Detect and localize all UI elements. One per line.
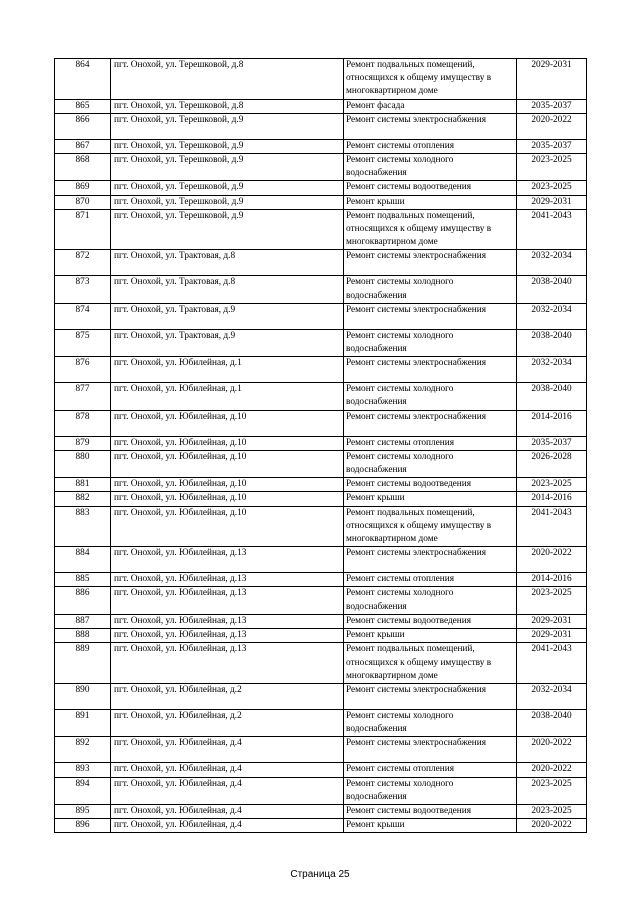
address-cell: пгт. Онохой, ул. Терешковой, д.9 — [111, 195, 344, 209]
work-type-cell: Ремонт системы водоотведения — [344, 478, 517, 492]
work-type-cell: Ремонт подвальных помещений, относящихся к общему имуществу в многоквартирном доме — [344, 643, 517, 684]
work-type-cell: Ремонт системы отопления — [344, 139, 517, 153]
address-cell: пгт. Онохой, ул. Терешковой, д.8 — [111, 59, 344, 100]
work-type-cell: Ремонт крыши — [344, 629, 517, 643]
years-cell: 2041-2043 — [517, 209, 587, 250]
address-cell: пгт. Онохой, ул. Юбилейная, д.10 — [111, 506, 344, 547]
table-row — [55, 804, 587, 818]
row-number-cell: 873 — [55, 276, 111, 303]
work-type-cell: Ремонт системы водоотведения — [344, 804, 517, 818]
row-number-cell: 883 — [55, 506, 111, 547]
table-row — [55, 303, 587, 329]
table-row — [55, 629, 587, 643]
work-type-cell: Ремонт системы холодного водоснабжения — [344, 276, 517, 303]
row-number-cell: 879 — [55, 436, 111, 450]
work-type-cell: Ремонт подвальных помещений, относящихся к общему имуществу в многоквартирном доме — [344, 59, 517, 100]
address-cell: пгт. Онохой, ул. Юбилейная, д.13 — [111, 587, 344, 614]
address-cell: пгт. Онохой, ул. Юбилейная, д.1 — [111, 383, 344, 410]
table-row — [55, 492, 587, 506]
work-type-cell: Ремонт системы электроснабжения — [344, 547, 517, 573]
row-number-cell: 866 — [55, 113, 111, 139]
work-type-cell: Ремонт подвальных помещений, относящихся к общему имуществу в многоквартирном доме — [344, 506, 517, 547]
work-type-cell: Ремонт системы водоотведения — [344, 614, 517, 628]
address-cell: пгт. Онохой, ул. Юбилейная, д.10 — [111, 410, 344, 436]
table-row — [55, 737, 587, 763]
row-number-cell: 871 — [55, 209, 111, 250]
row-number-cell: 885 — [55, 573, 111, 587]
work-type-cell: Ремонт системы электроснабжения — [344, 250, 517, 276]
years-cell: 2038-2040 — [517, 276, 587, 303]
years-cell: 2014-2016 — [517, 492, 587, 506]
table-body — [55, 59, 587, 833]
work-type-cell: Ремонт системы электроснабжения — [344, 737, 517, 763]
address-cell: пгт. Онохой, ул. Терешковой, д.9 — [111, 113, 344, 139]
address-cell: пгт. Онохой, ул. Юбилейная, д.10 — [111, 492, 344, 506]
years-cell: 2032-2034 — [517, 683, 587, 709]
years-cell: 2032-2034 — [517, 303, 587, 329]
years-cell: 2038-2040 — [517, 383, 587, 410]
work-type-cell: Ремонт системы холодного водоснабжения — [344, 587, 517, 614]
row-number-cell: 884 — [55, 547, 111, 573]
page-number: Страница 25 — [290, 869, 350, 880]
work-type-cell: Ремонт фасада — [344, 99, 517, 113]
row-number-cell: 888 — [55, 629, 111, 643]
work-type-cell: Ремонт системы холодного водоснабжения — [344, 154, 517, 181]
address-cell: пгт. Онохой, ул. Юбилейная, д.2 — [111, 683, 344, 709]
years-cell: 2026-2028 — [517, 450, 587, 477]
table-row — [55, 709, 587, 736]
table-row — [55, 587, 587, 614]
years-cell: 2029-2031 — [517, 195, 587, 209]
row-number-cell: 882 — [55, 492, 111, 506]
row-number-cell: 894 — [55, 777, 111, 804]
years-cell: 2023-2025 — [517, 154, 587, 181]
address-cell: пгт. Онохой, ул. Юбилейная, д.13 — [111, 643, 344, 684]
table-row — [55, 113, 587, 139]
row-number-cell: 872 — [55, 250, 111, 276]
row-number-cell: 887 — [55, 614, 111, 628]
work-type-cell: Ремонт системы электроснабжения — [344, 410, 517, 436]
row-number-cell: 867 — [55, 139, 111, 153]
address-cell: пгт. Онохой, ул. Терешковой, д.8 — [111, 99, 344, 113]
row-number-cell: 893 — [55, 763, 111, 777]
address-cell: пгт. Онохой, ул. Юбилейная, д.10 — [111, 436, 344, 450]
address-cell: пгт. Онохой, ул. Терешковой, д.9 — [111, 154, 344, 181]
row-number-cell: 874 — [55, 303, 111, 329]
table-row — [55, 547, 587, 573]
years-cell: 2014-2016 — [517, 410, 587, 436]
years-cell: 2041-2043 — [517, 506, 587, 547]
address-cell: пгт. Онохой, ул. Юбилейная, д.13 — [111, 573, 344, 587]
document-page — [54, 58, 586, 833]
years-cell: 2023-2025 — [517, 181, 587, 195]
address-cell: пгт. Онохой, ул. Трактовая, д.9 — [111, 329, 344, 356]
table-row — [55, 276, 587, 303]
years-cell: 2023-2025 — [517, 478, 587, 492]
table-row — [55, 139, 587, 153]
row-number-cell: 886 — [55, 587, 111, 614]
row-number-cell: 881 — [55, 478, 111, 492]
table-row — [55, 383, 587, 410]
table-row — [55, 436, 587, 450]
table-row — [55, 777, 587, 804]
row-number-cell: 869 — [55, 181, 111, 195]
table-row — [55, 573, 587, 587]
row-number-cell: 876 — [55, 357, 111, 383]
work-type-cell: Ремонт крыши — [344, 819, 517, 833]
table-row — [55, 195, 587, 209]
repair-schedule-table — [54, 58, 587, 833]
address-cell: пгт. Онохой, ул. Юбилейная, д.13 — [111, 547, 344, 573]
work-type-cell: Ремонт крыши — [344, 195, 517, 209]
years-cell: 2032-2034 — [517, 250, 587, 276]
table-row — [55, 763, 587, 777]
work-type-cell: Ремонт системы электроснабжения — [344, 357, 517, 383]
address-cell: пгт. Онохой, ул. Юбилейная, д.13 — [111, 614, 344, 628]
years-cell: 2038-2040 — [517, 329, 587, 356]
table-row — [55, 683, 587, 709]
table-row — [55, 410, 587, 436]
row-number-cell: 868 — [55, 154, 111, 181]
address-cell: пгт. Онохой, ул. Юбилейная, д.4 — [111, 737, 344, 763]
work-type-cell: Ремонт подвальных помещений, относящихся к общему имуществу в многоквартирном доме — [344, 209, 517, 250]
address-cell: пгт. Онохой, ул. Юбилейная, д.4 — [111, 819, 344, 833]
table-row — [55, 643, 587, 684]
work-type-cell: Ремонт системы водоотведения — [344, 181, 517, 195]
address-cell: пгт. Онохой, ул. Терешковой, д.9 — [111, 209, 344, 250]
address-cell: пгт. Онохой, ул. Терешковой, д.9 — [111, 139, 344, 153]
years-cell: 2020-2022 — [517, 547, 587, 573]
row-number-cell: 865 — [55, 99, 111, 113]
years-cell: 2023-2025 — [517, 804, 587, 818]
table-row — [55, 478, 587, 492]
years-cell: 2020-2022 — [517, 819, 587, 833]
years-cell: 2014-2016 — [517, 573, 587, 587]
work-type-cell: Ремонт системы отопления — [344, 436, 517, 450]
years-cell: 2029-2031 — [517, 614, 587, 628]
row-number-cell: 864 — [55, 59, 111, 100]
work-type-cell: Ремонт системы холодного водоснабжения — [344, 329, 517, 356]
years-cell: 2029-2031 — [517, 59, 587, 100]
table-row — [55, 99, 587, 113]
row-number-cell: 891 — [55, 709, 111, 736]
years-cell: 2032-2034 — [517, 357, 587, 383]
years-cell: 2038-2040 — [517, 709, 587, 736]
years-cell: 2041-2043 — [517, 643, 587, 684]
address-cell: пгт. Онохой, ул. Трактовая, д.8 — [111, 276, 344, 303]
row-number-cell: 875 — [55, 329, 111, 356]
row-number-cell: 878 — [55, 410, 111, 436]
work-type-cell: Ремонт системы электроснабжения — [344, 303, 517, 329]
work-type-cell: Ремонт системы холодного водоснабжения — [344, 709, 517, 736]
table-row — [55, 209, 587, 250]
address-cell: пгт. Онохой, ул. Юбилейная, д.10 — [111, 450, 344, 477]
row-number-cell: 870 — [55, 195, 111, 209]
address-cell: пгт. Онохой, ул. Терешковой, д.9 — [111, 181, 344, 195]
address-cell: пгт. Онохой, ул. Юбилейная, д.1 — [111, 357, 344, 383]
table-row — [55, 59, 587, 100]
address-cell: пгт. Онохой, ул. Юбилейная, д.13 — [111, 629, 344, 643]
work-type-cell: Ремонт крыши — [344, 492, 517, 506]
row-number-cell: 889 — [55, 643, 111, 684]
years-cell: 2035-2037 — [517, 436, 587, 450]
years-cell: 2020-2022 — [517, 113, 587, 139]
address-cell: пгт. Онохой, ул. Юбилейная, д.4 — [111, 804, 344, 818]
table-row — [55, 614, 587, 628]
work-type-cell: Ремонт системы холодного водоснабжения — [344, 450, 517, 477]
years-cell: 2029-2031 — [517, 629, 587, 643]
table-row — [55, 819, 587, 833]
row-number-cell: 877 — [55, 383, 111, 410]
work-type-cell: Ремонт системы отопления — [344, 573, 517, 587]
table-row — [55, 181, 587, 195]
work-type-cell: Ремонт системы холодного водоснабжения — [344, 383, 517, 410]
address-cell: пгт. Онохой, ул. Юбилейная, д.10 — [111, 478, 344, 492]
years-cell: 2035-2037 — [517, 139, 587, 153]
years-cell: 2020-2022 — [517, 763, 587, 777]
row-number-cell: 880 — [55, 450, 111, 477]
table-row — [55, 506, 587, 547]
table-row — [55, 329, 587, 356]
work-type-cell: Ремонт системы электроснабжения — [344, 683, 517, 709]
work-type-cell: Ремонт системы электроснабжения — [344, 113, 517, 139]
table-row — [55, 154, 587, 181]
work-type-cell: Ремонт системы отопления — [344, 763, 517, 777]
table-row — [55, 250, 587, 276]
address-cell: пгт. Онохой, ул. Трактовая, д.9 — [111, 303, 344, 329]
row-number-cell: 890 — [55, 683, 111, 709]
work-type-cell: Ремонт системы холодного водоснабжения — [344, 777, 517, 804]
address-cell: пгт. Онохой, ул. Трактовая, д.8 — [111, 250, 344, 276]
table-row — [55, 357, 587, 383]
address-cell: пгт. Онохой, ул. Юбилейная, д.2 — [111, 709, 344, 736]
years-cell: 2023-2025 — [517, 587, 587, 614]
row-number-cell: 896 — [55, 819, 111, 833]
years-cell: 2020-2022 — [517, 737, 587, 763]
row-number-cell: 892 — [55, 737, 111, 763]
address-cell: пгт. Онохой, ул. Юбилейная, д.4 — [111, 777, 344, 804]
row-number-cell: 895 — [55, 804, 111, 818]
years-cell: 2035-2037 — [517, 99, 587, 113]
table-row — [55, 450, 587, 477]
address-cell: пгт. Онохой, ул. Юбилейная, д.4 — [111, 763, 344, 777]
years-cell: 2023-2025 — [517, 777, 587, 804]
